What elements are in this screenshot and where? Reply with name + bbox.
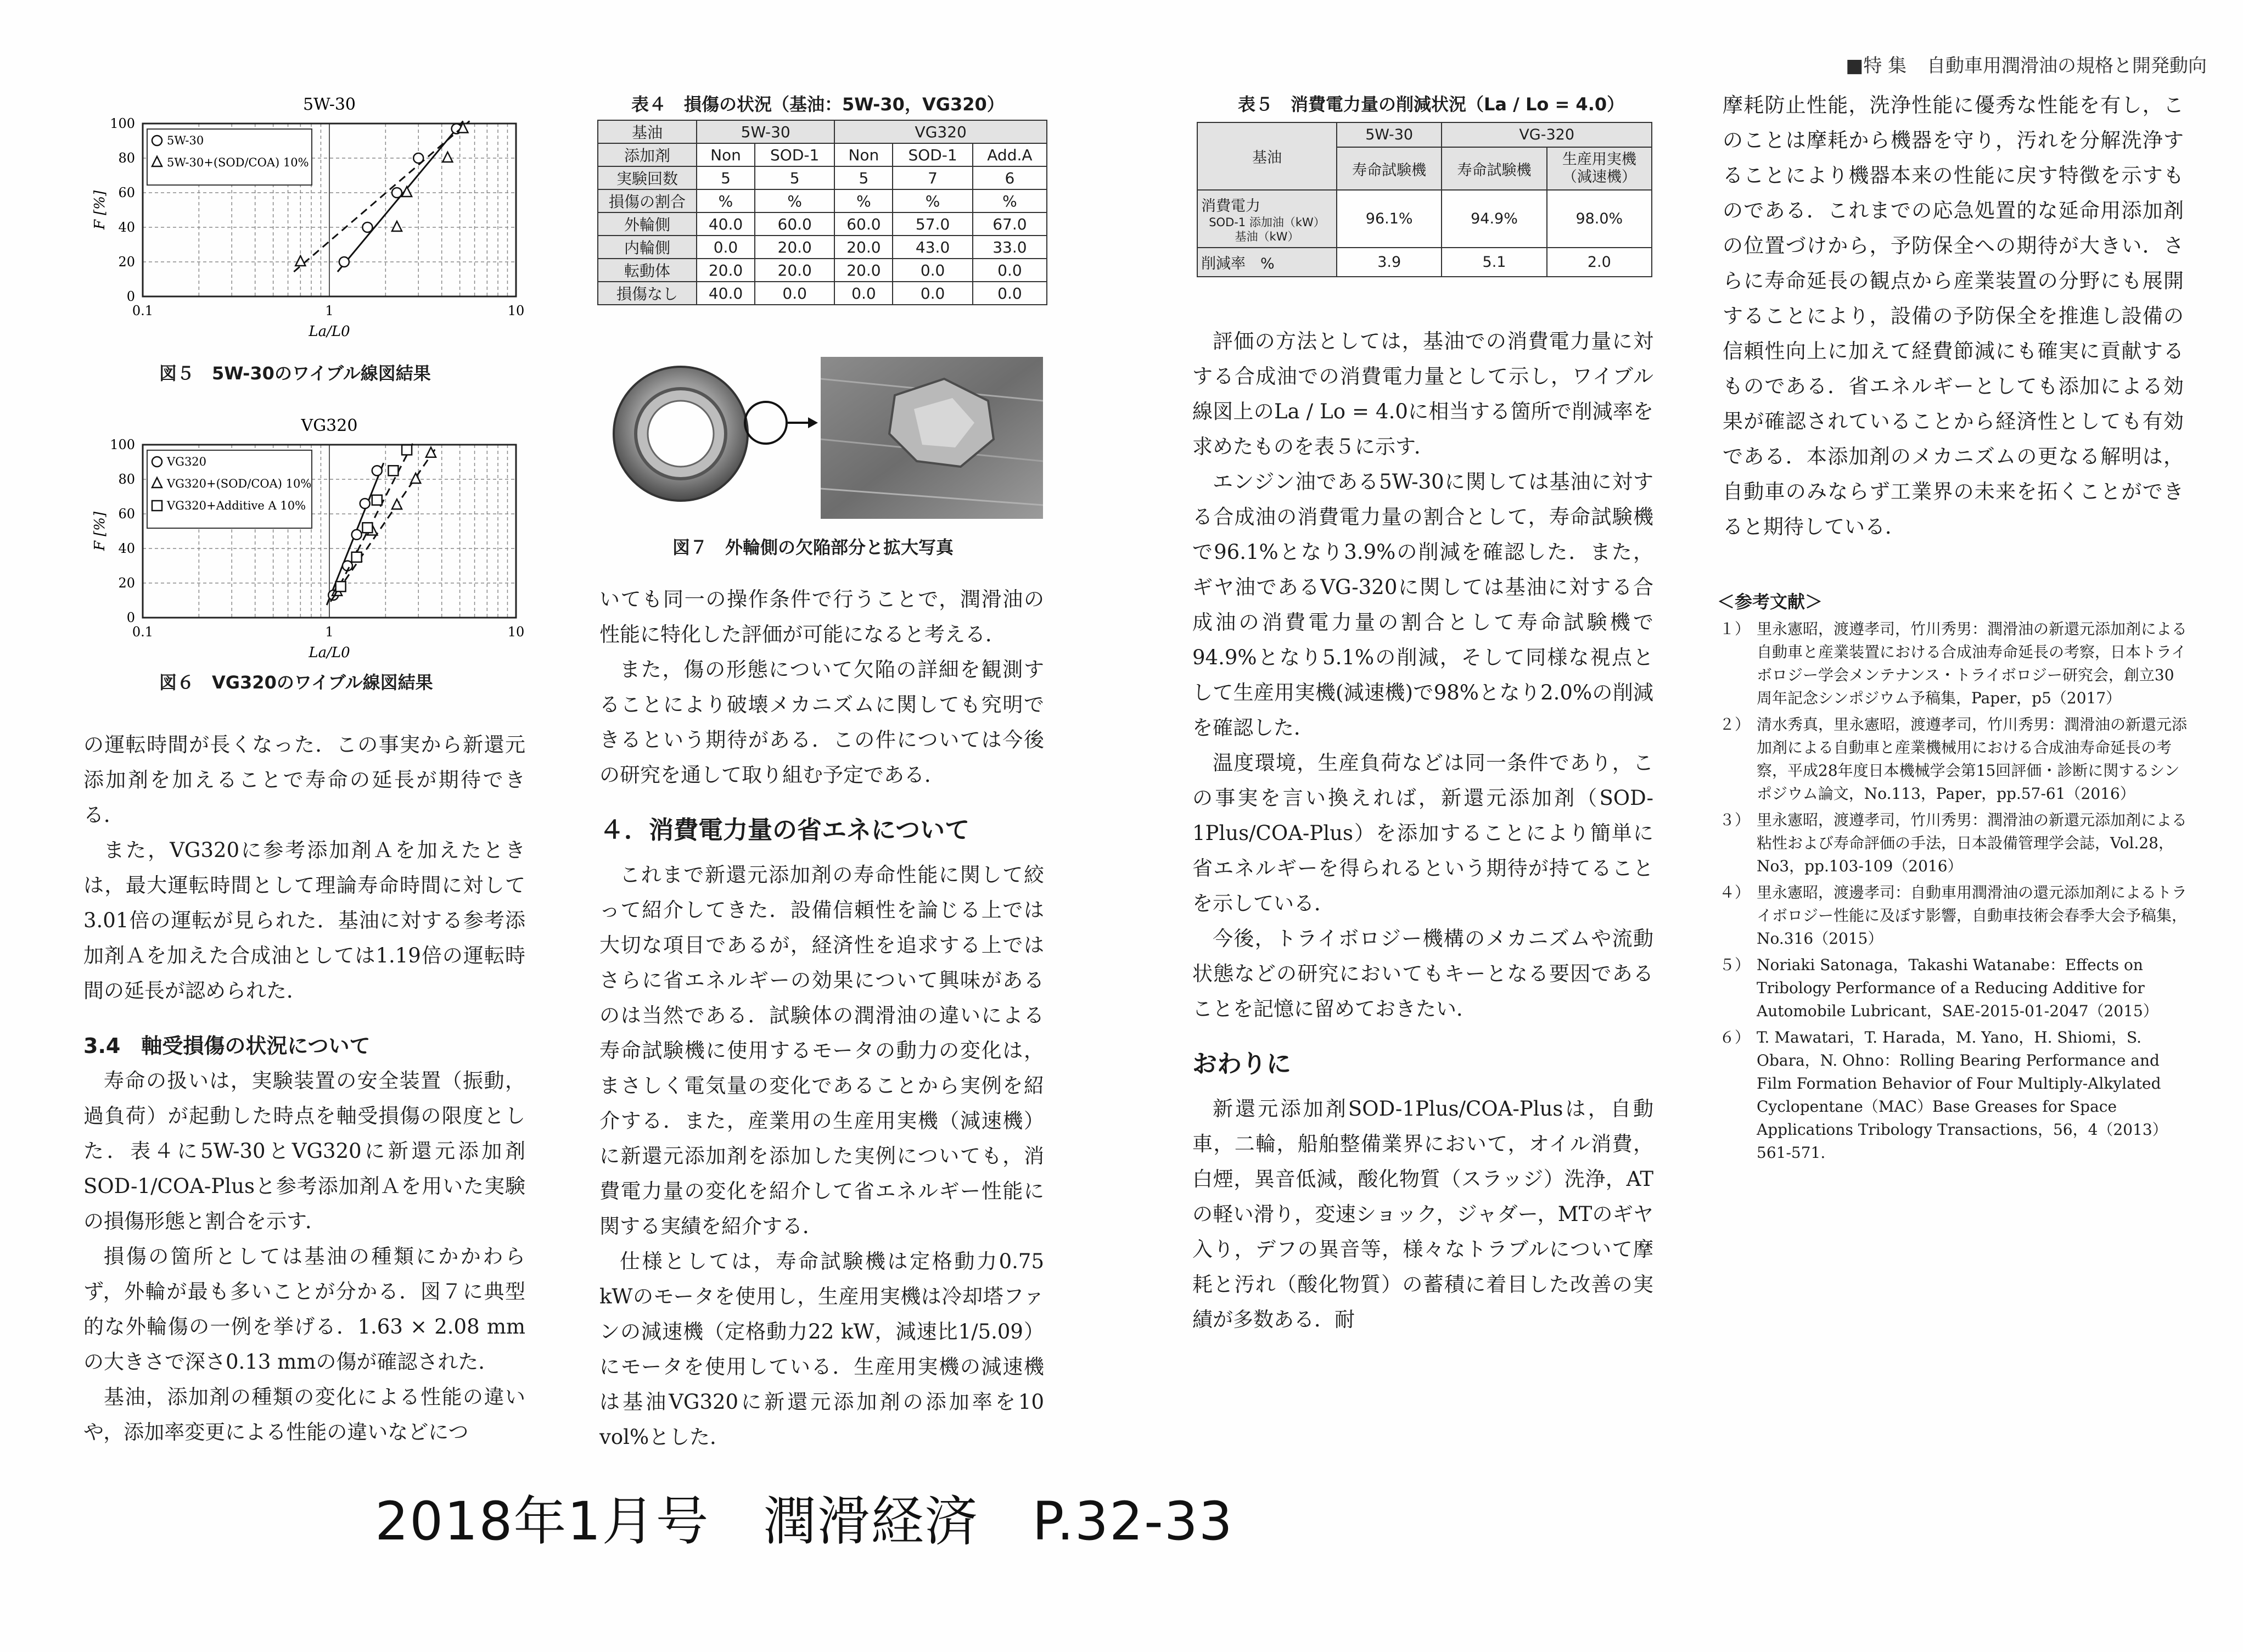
table5-cell: 5.1 <box>1442 248 1546 277</box>
x-axis-label: La/L0 <box>309 323 350 340</box>
table5-row1-sub: SOD-1 添加油（kW） 基油（kW） <box>1209 216 1325 243</box>
x-tick-label: 10 <box>507 624 525 640</box>
table4-group: VG320 <box>834 120 1047 143</box>
table5-row1-label: 消費電力 <box>1201 198 1260 215</box>
col2-paragraph: 仕様としては，寿命試験機は定格動力0.75 kWのモータを使用し，生産用実機は冷却塔ファンの減速機（定格動力22 kW，減速比1/5.09）にモータを使用している．生産用実機の減速機は基油VG320に新還元添加剤の添加率を10 vol%とした． <box>599 1250 1044 1449</box>
col3-paragraph: 温度環境，生産負荷などは同一条件であり，この事実を言い換えれば，新還元添加剤（SOD-1Plus/COA-Plus）を添加することにより簡単に省エネルギーを得られるという期待が持てることを示している． <box>1192 751 1653 915</box>
reference-item <box>1717 954 2189 1023</box>
table4-cell: 60.0 <box>755 212 834 236</box>
references <box>1717 590 2189 1168</box>
col4-paragraph: 摩耗防止性能，洗浄性能に優秀な性能を有し，このことは摩耗から機器を守り，汚れを分解洗浄することにより機器本来の性能に戻す特徴を示すものである．これまでの応急処置的な延命用添加剤の位置づけから，予防保全への期待が大きい．さらに寿命延長の観点から産業装置の分野にも展開することにより，設備の予防保全を推進し設備の信頼性向上に加えて経費節減にも確実に貢献するものである．省エネルギーとしても添加による効果が確認されていることから経済性としても有効である．本添加剤のメカニズムの更なる解明は，自動車のみならず工業界の未来を拓くことができると期待している． <box>1723 93 2184 539</box>
reference-number: ６） <box>1719 1028 1750 1046</box>
table4-cell: 0.0 <box>755 282 834 305</box>
y-tick-label: 40 <box>118 541 135 556</box>
table4-cell: % <box>755 189 834 212</box>
table4-cell: 0.0 <box>893 282 972 305</box>
reference-item <box>1717 713 2189 805</box>
table4-cell: % <box>697 189 755 212</box>
table4-label: 基油 <box>598 120 697 143</box>
fig6-caption: 図６ VG320のワイブル線図結果 <box>159 672 433 693</box>
table4-label: 外輪側 <box>598 212 697 236</box>
table5-cell: 2.0 <box>1547 248 1652 277</box>
table4-cell: 6 <box>973 166 1047 189</box>
col2-paragraph: いても同一の操作条件で行うことで，潤滑油の性能に特化した評価が可能になると考える． <box>599 587 1044 646</box>
reference-text: 里永憲昭，渡邊孝司：自動車用潤滑油の還元添加剤によるトライボロジー性能に及ぼす影響，自動車技術会春季大会予稿集，No.316（2015） <box>1757 883 2188 948</box>
table4-cell: 43.0 <box>893 236 972 259</box>
table4-cell: SOD-1 <box>893 143 972 166</box>
table4-label: 添加剤 <box>598 143 697 166</box>
y-tick-label: 40 <box>118 220 135 235</box>
y-tick-label: 80 <box>118 150 135 166</box>
y-tick-label: 100 <box>110 437 135 452</box>
table4-cell: 0.0 <box>973 282 1047 305</box>
y-tick-label: 60 <box>118 185 135 200</box>
data-point <box>295 256 305 266</box>
data-point <box>336 581 346 591</box>
table4 <box>597 120 1047 305</box>
table4-cell: Non <box>697 143 755 166</box>
fig5-chart <box>88 91 549 349</box>
table4-cell: 20.0 <box>834 259 893 282</box>
table4-cell: 0.0 <box>893 259 972 282</box>
y-tick-label: 20 <box>118 575 135 591</box>
col1-paragraph: 基油，添加剤の種類の変化による性能の違いや，添加率変更による性能の違いなどにつ <box>83 1385 525 1444</box>
table4-cell: Non <box>834 143 893 166</box>
table4-cell: 67.0 <box>973 212 1047 236</box>
series-fit-line <box>330 446 438 602</box>
table4-cell: 20.0 <box>834 236 893 259</box>
data-point <box>392 499 402 509</box>
data-point <box>411 473 420 483</box>
legend-marker <box>152 457 162 467</box>
section-heading-3-4: 3.4 軸受損傷の状況について <box>83 1034 371 1058</box>
header-title: 自動車用潤滑油の規格と開発動向 <box>1927 55 2207 77</box>
fig7-photos <box>609 357 1048 527</box>
reference-number: ２） <box>1719 715 1750 733</box>
series-fit-line <box>294 121 469 272</box>
x-tick-label: 0.1 <box>132 624 154 640</box>
data-point <box>388 466 398 475</box>
table4-cell: 0.0 <box>697 236 755 259</box>
table4-label: 損傷なし <box>598 282 697 305</box>
chart-title: 5W-30 <box>302 95 356 114</box>
running-header <box>1790 51 2207 77</box>
table5-caption: 表５ 消費電力量の削減状況（Lа / Lо = 4.0） <box>1238 94 1625 115</box>
reference-number: ３） <box>1719 811 1750 829</box>
table4-cell: % <box>973 189 1047 212</box>
chart-title: VG320 <box>301 416 358 435</box>
y-tick-label: 0 <box>126 289 135 304</box>
table4-cell: 20.0 <box>697 259 755 282</box>
col1-paragraph: また，VG320に参考添加剤Ａを加えたときは，最大運転時間として理論寿命時間に対して3.01倍の運転が見られた．基油に対する参考添加剤Ａを加えた合成油としては1.19倍の運転時間の延長が認められた． <box>83 838 525 1003</box>
legend-label: 5W-30 <box>167 134 204 147</box>
x-tick-label: 10 <box>507 303 525 318</box>
data-point <box>392 188 402 198</box>
table4-cell: 5 <box>834 166 893 189</box>
data-point <box>402 445 412 455</box>
column-4 <box>1723 88 2184 545</box>
col1-paragraph: の運転時間が長くなった．この事実から新還元添加剤を加えることで寿命の延長が期待できる． <box>83 733 525 827</box>
col3-paragraph: エンジン油である5W-30に関しては基油に対する合成油の消費電力量の割合として，寿命試験機で96.1%となり3.9%の削減を確認した．また，ギヤ油であるVG-320に関しては基油に対する合成油の消費電力量の割合として寿命試験機で94.9%となり5.1%の削減，そして同様な視点として生産用実機(減速機)で98%となり2.0%の削減を確認した． <box>1192 470 1653 740</box>
table5-subhead: 寿命試験機 <box>1337 147 1442 190</box>
references-heading: ＜参考文献＞ <box>1717 591 1823 612</box>
col2-paragraph: また，傷の形態について欠陥の詳細を観測することにより破壊メカニズムに関しても究明できるという期待がある．この件については今後の研究を通して取り組む予定である． <box>599 658 1044 787</box>
y-tick-label: 80 <box>118 472 135 487</box>
table5-cell: 98.0% <box>1547 190 1652 248</box>
footer-citation: 2018年1月号 潤滑経済 P.32-33 <box>375 1491 1233 1552</box>
data-point <box>362 222 372 232</box>
reference-item <box>1717 1026 2189 1164</box>
data-point <box>352 552 362 562</box>
table4-label: 実験回数 <box>598 166 697 189</box>
legend-label: VG320+(SOD/COA) 10% <box>167 477 312 490</box>
table4-cell: 20.0 <box>755 259 834 282</box>
defect-highlight-circle <box>745 402 787 444</box>
table4-cell: 57.0 <box>893 212 972 236</box>
legend-marker <box>152 136 162 145</box>
legend-label: VG320 <box>167 455 207 468</box>
data-point <box>339 257 349 267</box>
table5-label: 基油 <box>1197 122 1337 190</box>
series-fit-line <box>334 442 413 596</box>
col3-paragraph: 評価の方法としては，基油での消費電力量に対する合成油での消費電力量として示し，ワイブル線図上のLа / Lо = 4.0に相当する箇所で削減率を求めたものを表５に示す． <box>1192 329 1653 458</box>
x-tick-label: 1 <box>325 303 334 318</box>
x-tick-label: 1 <box>325 624 334 640</box>
table5-subhead: 生産用実機 （減速機） <box>1547 147 1652 190</box>
y-axis-label: F [%] <box>92 511 108 551</box>
table4-cell: 20.0 <box>755 236 834 259</box>
data-point <box>360 499 370 508</box>
data-point <box>392 221 402 231</box>
table4-cell: 40.0 <box>697 282 755 305</box>
table5-group: 5W-30 <box>1337 122 1442 147</box>
table5-cell: 3.9 <box>1337 248 1442 277</box>
col1-paragraph: 損傷の箇所としては基油の種類にかかわらず，外輪が最も多いことが分かる．図７に典型的な外輪傷の一例を挙げる．1.63 × 2.08 mmの大きさで深さ0.13 mmの傷が確認された． <box>83 1245 525 1374</box>
table5-group: VG-320 <box>1442 122 1652 147</box>
data-point <box>362 523 372 533</box>
table5-row2-label: 削減率 % <box>1197 248 1337 277</box>
data-point <box>426 447 436 457</box>
column-2 <box>599 582 1044 1455</box>
reference-text: T. Mawatari，T. Harada，M. Yano，H. Shiomi，S. Obara，N. Ohno：Rolling Bearing Performance and Film Formation Behavior of Four Multiply-Alkylated Cyclopentane（MAC）Base Greases for Space Applications Tribology Transactions，56，4（2013）561-571. <box>1757 1028 2168 1162</box>
table5-row-label <box>1197 190 1337 248</box>
table5-subhead: 寿命試験機 <box>1442 147 1546 190</box>
x-axis-label: La/L0 <box>309 645 350 661</box>
table4-cell: 0.0 <box>973 259 1047 282</box>
fig6-chart <box>88 412 549 670</box>
table4-cell: 7 <box>893 166 972 189</box>
magnified-defect-photo <box>821 357 1043 519</box>
legend-marker <box>152 501 162 511</box>
fig5-caption: 図５ 5W-30のワイブル線図結果 <box>159 363 431 384</box>
table4-cell: 0.0 <box>834 282 893 305</box>
data-point <box>372 495 382 505</box>
data-point <box>442 152 452 162</box>
table4-cell: % <box>893 189 972 212</box>
table4-label: 内輪側 <box>598 236 697 259</box>
y-axis-label: F [%] <box>92 190 108 230</box>
col3-paragraph: 新還元添加剤SOD-1Plus/COA-Plusは，自動車，二輪，船舶整備業界において，オイル消費，白煙，異音低減，酸化物質（スラッジ）洗浄，ATの軽い滑り，変速ショック，ジャダー，MTのギヤ入り，デフの異音等，様々なトラブルについて摩耗と汚れ（酸化物質）の蓄積に着目した改善の実績が多数ある．耐 <box>1192 1097 1653 1331</box>
y-tick-label: 0 <box>126 610 135 625</box>
table4-cell: 60.0 <box>834 212 893 236</box>
y-tick-label: 20 <box>118 254 135 270</box>
table5-cell: 96.1% <box>1337 190 1442 248</box>
column-3 <box>1192 324 1653 1337</box>
bearing-ring-photo <box>614 367 748 501</box>
reference-text: 清水秀真，里永憲昭，渡遵孝司，竹川秀男：潤滑油の新還元添加剤による自動車と産業機械用における合成油寿命延長の考察，平成28年度日本機械学会第15回評価・診断に関するシンポジウム論文，No.113，Paper，pp.57-61（2016） <box>1757 715 2188 803</box>
y-tick-label: 60 <box>118 506 135 522</box>
section-heading-4: ４．消費電力量の省エネについて <box>599 815 970 844</box>
arrow-icon <box>788 417 818 428</box>
reference-number: ４） <box>1719 883 1750 901</box>
reference-text: 里永憲昭，渡遵孝司，竹川秀男：潤滑油の新還元添加剤による粘性および寿命評価の手法，日本設備管理学会誌，Vol.28，No3，pp.103-109（2016） <box>1757 811 2188 875</box>
col2-paragraph: これまで新還元添加剤の寿命性能に関して絞って紹介してきた．設備信頼性を論じる上では大切な項目であるが，経済性を追求する上ではさらに省エネルギーの効果について興味があるのは当然である．試験体の潤滑油の違いによる寿命試験機に使用するモータの動力の変化は，まさしく電気量の変化であることから実例を紹介する．また，産業用の生産用実機（減速機）に新還元添加剤を添加した実例についても，消費電力量の変化を紹介して省エネルギー性能に関する実績を紹介する． <box>599 863 1044 1238</box>
table4-cell: 40.0 <box>697 212 755 236</box>
reference-item <box>1717 618 2189 710</box>
table4-cell: SOD-1 <box>755 143 834 166</box>
y-tick-label: 100 <box>110 116 135 131</box>
table4-label: 転動体 <box>598 259 697 282</box>
x-tick-label: 0.1 <box>132 303 154 318</box>
table4-cell: 5 <box>755 166 834 189</box>
legend-label: VG320+Additive A 10% <box>167 499 306 512</box>
table4-cell: 5 <box>697 166 755 189</box>
reference-text: Noriaki Satonaga，Takashi Watanabe：Effects on Tribology Performance of a Reducing Additive for Automobile Lubricant，SAE-2015-01-2047（2015） <box>1757 956 2158 1020</box>
data-point <box>352 530 362 540</box>
column-1 <box>83 727 525 1450</box>
header-tag: ■特 集 <box>1846 55 1907 77</box>
table4-label: 損傷の割合 <box>598 189 697 212</box>
reference-item <box>1717 881 2189 950</box>
section-heading-conclusion: おわりに <box>1192 1049 1292 1078</box>
table4-group: 5W-30 <box>697 120 834 143</box>
reference-item <box>1717 809 2189 878</box>
table4-caption: 表４ 損傷の状況（基油：5W-30，VG320） <box>631 94 1005 115</box>
fig7-caption: 図７ 外輪側の欠陥部分と拡大写真 <box>672 537 954 558</box>
reference-text: 里永憲昭，渡遵孝司，竹川秀男：潤滑油の新還元添加剤による自動車と産業装置における合成油寿命延長の考察，日本トライボロジー学会メンテナンス・トライボロジー研究会，創立30周年記念シンポジウム予稿集，Paper，p5（2017） <box>1757 620 2188 707</box>
table5 <box>1197 122 1652 277</box>
table4-cell: % <box>834 189 893 212</box>
col3-paragraph: 今後，トライボロジー機構のメカニズムや流動状態などの研究においてもキーとなる要因であることを記憶に留めておきたい． <box>1192 927 1653 1021</box>
reference-number: ５） <box>1719 956 1750 974</box>
reference-number: １） <box>1719 620 1750 638</box>
table4-cell: 33.0 <box>973 236 1047 259</box>
table4-cell: Add.A <box>973 143 1047 166</box>
legend-label: 5W-30+(SOD/COA) 10% <box>167 156 309 169</box>
col1-paragraph: 寿命の扱いは，実験装置の安全装置（振動，過負荷）が起動した時点を軸受損傷の限度とした．表４に5W-30とVG320に新還元添加剤SOD-1/COA-Plusと参考添加剤Ａを用いた実験の損傷形態と割合を示す． <box>83 1069 525 1233</box>
table5-cell: 94.9% <box>1442 190 1546 248</box>
data-point <box>372 466 382 475</box>
